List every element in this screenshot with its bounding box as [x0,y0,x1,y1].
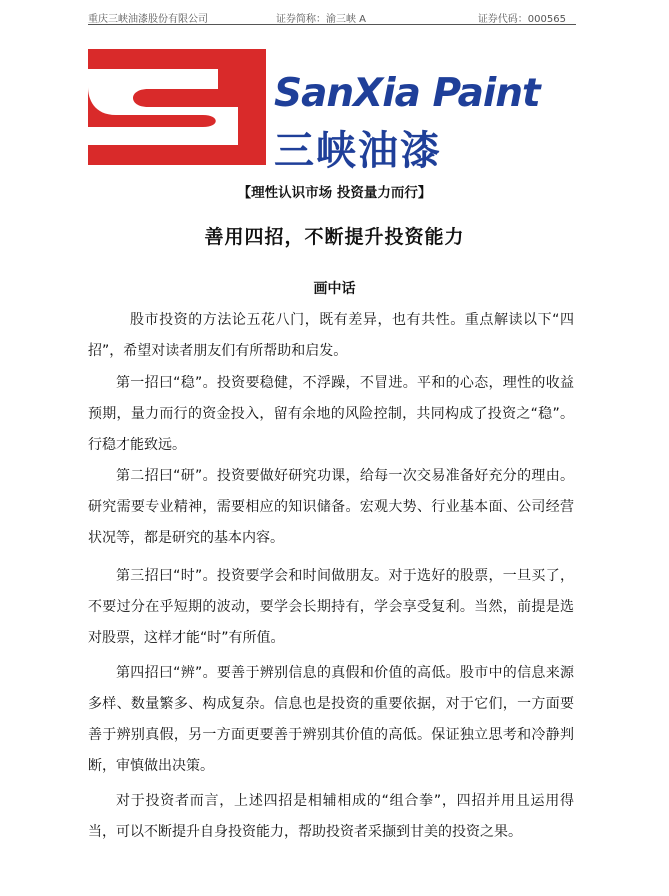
header-divider [88,24,576,25]
section-heading: 画中话 [313,281,356,297]
article-title: 善用四招，不断提升投资能力 [204,226,465,248]
paragraph-conclusion: 对于投资者而言，上述四招是相辅相成的“组合拳”，四招并用且运用得当，可以不断提升自身投资能力，帮助投资者采撷到甘美的投资之果。 [88,793,574,840]
logo-chinese-name: 三峡油漆 [274,128,442,174]
header-stock-code: 证券代码：000565 [477,14,566,25]
paragraph-intro: 股市投资的方法论五花八门，既有差异，也有共性。重点解读以下“四招”，希望对读者朋友们有所帮助和启发。 [88,312,574,359]
company-logo [88,49,575,174]
paragraph-stable: 第一招曰“稳”。投资要稳健，不浮躁，不冒进。平和的心态，理性的收益预期，量力而行的资金投入，留有余地的风险控制，共同构成了投资之“稳”。行稳才能致远。 [88,375,574,453]
logo-english-name: SanXia Paint [274,71,540,116]
logo-s-mark-icon [88,49,266,165]
header-stock-short-name: 证券简称：渝三峡 A [276,14,367,25]
paragraph-discern: 第四招曰“辨”。要善于辨别信息的真假和价值的高低。股市中的信息来源多样、数量繁多、构成复杂。信息也是投资的重要依据，对于它们，一方面要善于辨别真假，另一方面更要善于辨别其价值的高低。保证独立思考和冷静判断，审慎做出决策。 [88,665,574,774]
paragraph-time: 第三招曰“时”。投资要学会和时间做朋友。对于选好的股票，一旦买了，不要过分在乎短期的波动，要学会长期持有，学会享受复利。当然，前提是选对股票，这样才能“时”有所值。 [88,568,574,646]
page-header [88,8,572,24]
article-kicker: 【理性认识市场 投资量力而行】 [237,185,432,201]
paragraph-research: 第二招曰“研”。投资要做好研究功课，给每一次交易准备好充分的理由。研究需要专业精神，需要相应的知识储备。宏观大势、行业基本面、公司经营状况等，都是研究的基本内容。 [88,468,574,546]
header-company-name: 重庆三峡油漆股份有限公司 [88,14,208,25]
